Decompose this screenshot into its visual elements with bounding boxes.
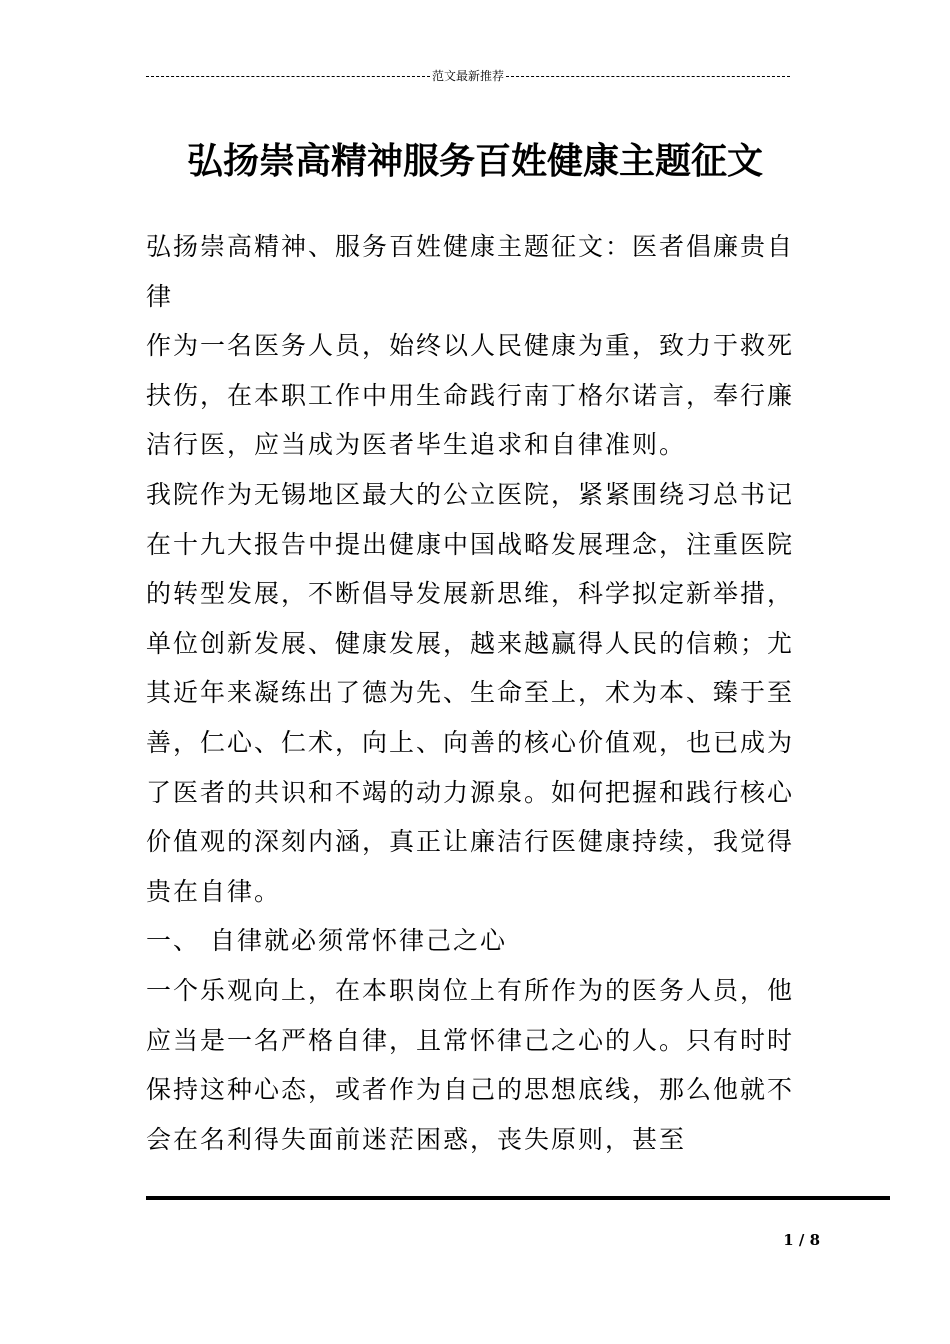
section-heading-1: 一、 自律就必须常怀律己之心 (146, 926, 507, 956)
header-dashed-rule-right (506, 76, 790, 77)
document-body (146, 222, 816, 1164)
document-title: 弘扬崇高精神服务百姓健康主题征文 (186, 140, 763, 182)
page-header (146, 68, 790, 84)
paragraph-section-1: 一个乐观向上，在本职岗位上有所作为的医务人员，他应当是一名严格自律，且常怀律己之心的人。只有时时保持这种心态，或者作为自己的思想底线，那么他就不会在名利得失面前迷茫困惑，丧失原则，甚至 (146, 975, 795, 1154)
paragraph-subtitle: 弘扬崇高精神、服务百姓健康主题征文：医者倡廉贵自律 (146, 232, 795, 311)
page-number: 1 / 8 (783, 1231, 820, 1249)
footer-rule-thick (146, 1196, 890, 1200)
header-dashed-rule-left (146, 76, 430, 77)
paragraph-intro: 作为一名医务人员，始终以人民健康为重，致力于救死扶伤，在本职工作中用生命践行南丁格尔诺言，奉行廉洁行医，应当成为医者毕生追求和自律准则。 (146, 331, 795, 460)
header-label: 范文最新推荐 (432, 69, 505, 83)
paragraph-hospital: 我院作为无锡地区最大的公立医院，紧紧围绕习总书记在十九大报告中提出健康中国战略发展理念，注重医院的转型发展，不断倡导发展新思维，科学拟定新举措，单位创新发展、健康发展，越来越赢得人民的信赖；尤其近年来凝练出了德为先、生命至上，术为本、臻于至善，仁心、仁术，向上、向善的核心价值观，也已成为了医者的共识和不竭的动力源泉。如何把握和践行核心价值观的深刻内涵，真正让廉洁行医健康持续，我觉得贵在自律。 (146, 479, 795, 906)
